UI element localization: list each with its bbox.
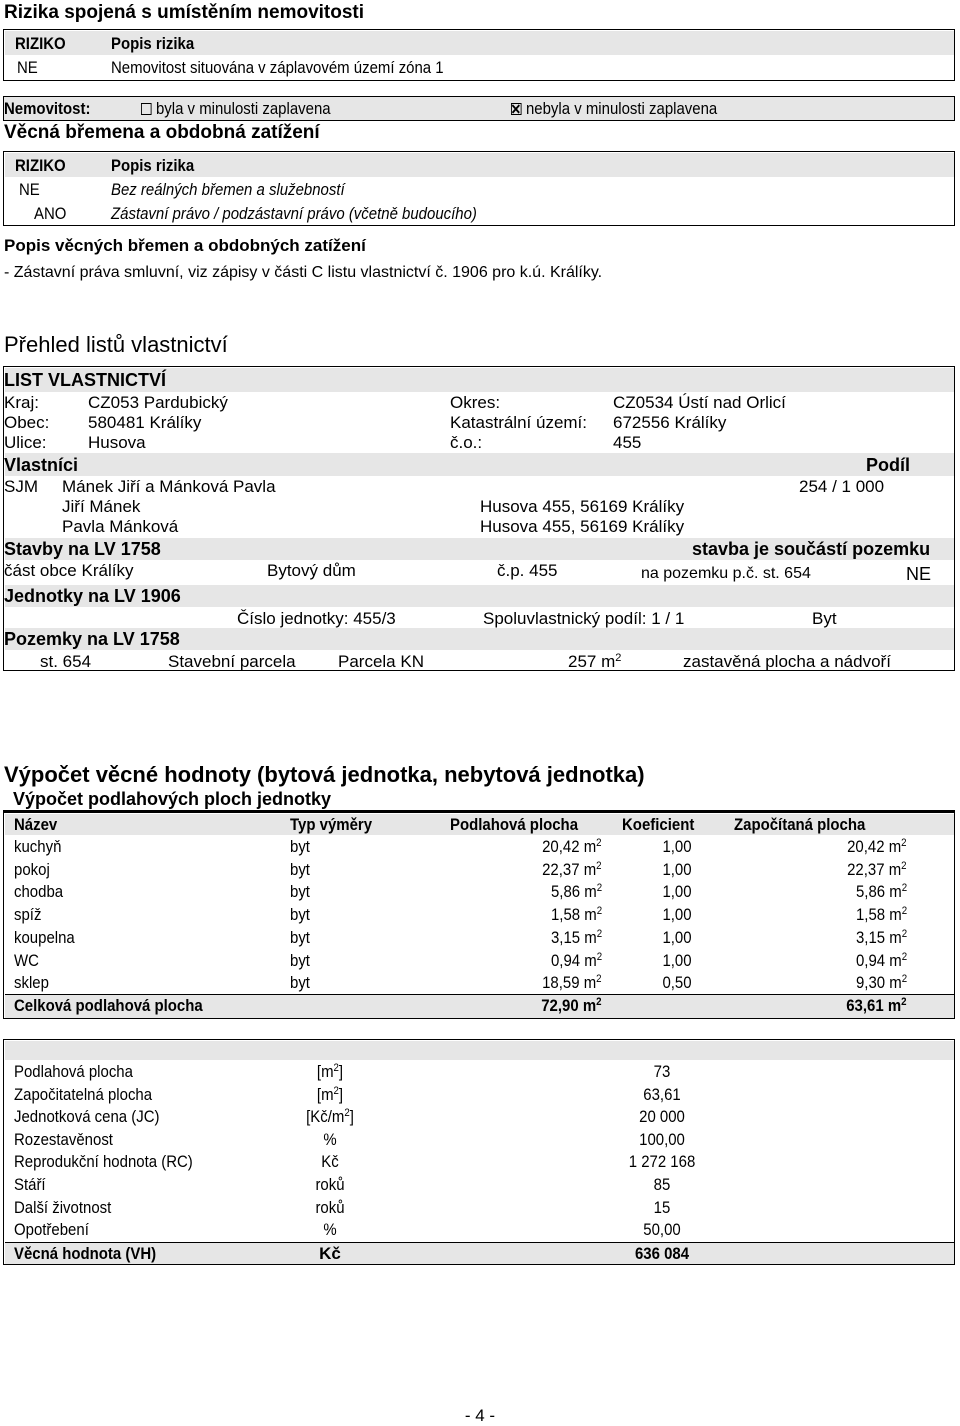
room-name: WC	[14, 950, 39, 970]
share-label: Podíl	[866, 455, 910, 475]
stavby-note: stavba je součástí pozemku	[692, 539, 931, 559]
owner-address-1: Husova 455, 56169 Králíky	[480, 497, 685, 516]
summary-final-rule	[5, 1242, 954, 1243]
owner-person-1: Jiří Mánek	[62, 497, 141, 516]
room-type: byt	[290, 973, 310, 993]
unit-number: Číslo jednotky: 455/3	[237, 609, 396, 628]
final-value-unit: Kč	[319, 1244, 341, 1263]
col-coef: Koeficient	[622, 815, 695, 834]
ownership-header: LIST VLASTNICTVÍ	[4, 370, 166, 390]
summary-label: Opotřebení	[14, 1220, 89, 1240]
room-area: 18,59 $m^2$	[542, 973, 602, 993]
stavba-part: část obce Králíky	[4, 561, 134, 580]
room-name: spíž	[14, 905, 42, 925]
summary-unit: %	[323, 1129, 337, 1149]
owner-address-2: Husova 455, 56169 Králíky	[480, 517, 685, 536]
room-counted: 0,94 $m^2$	[855, 950, 907, 970]
room-coef: 1,00	[662, 927, 692, 947]
risk-col-header: RIZIKO	[15, 34, 66, 53]
flood-option-not-flooded[interactable]: nebyla v minulosti zaplavena	[511, 99, 717, 119]
summary-value: 100,00	[639, 1129, 685, 1149]
summary-label: Jednotková cena (JC)	[14, 1107, 160, 1127]
stavby-label: Stavby na LV 1758	[4, 539, 161, 559]
summary-unit: $[m^2]$	[316, 1084, 344, 1104]
summary-value: 1 272 168	[628, 1152, 696, 1172]
sjm-names: Mánek Jiří a Mánková Pavla	[62, 477, 276, 496]
room-coef: 1,00	[662, 837, 692, 856]
room-counted: 20,42 $m^2$	[847, 837, 907, 856]
room-coef: 1,00	[662, 905, 692, 925]
room-area: 5,86 $m^2$	[550, 882, 602, 902]
room-type: byt	[290, 882, 310, 902]
page-number: - 4 -	[464, 1406, 496, 1425]
room-type: byt	[290, 859, 310, 879]
parcel-number: st. 654	[40, 652, 92, 671]
summary-value: 63,61	[643, 1084, 681, 1104]
valuation-title: Výpočet věcné hodnoty (bytová jednotka, nebytová jednotka)	[4, 762, 645, 787]
owners-header-bg	[5, 453, 954, 476]
room-counted: 3,15 $m^2$	[855, 927, 907, 947]
summary-value: 85	[653, 1175, 671, 1194]
room-type: byt	[290, 950, 310, 970]
summary-unit: $[Kč/m^2]$	[306, 1107, 354, 1127]
stavba-flag: NE	[906, 564, 932, 584]
room-coef: 1,00	[662, 950, 692, 970]
easements-desc-col-header: Popis rizika	[111, 156, 195, 175]
summary-value: 20 000	[639, 1107, 685, 1127]
sjm-label: SJM	[4, 477, 38, 496]
room-area: 20,42 $m^2$	[542, 837, 602, 856]
checkbox-checked-icon[interactable]	[511, 103, 522, 115]
owner-person-2: Pavla Mánková	[62, 517, 179, 536]
summary-label: Podlahová plocha	[14, 1062, 133, 1081]
checkbox-unchecked-icon[interactable]	[141, 103, 152, 115]
co-label: č.o.:	[450, 433, 483, 452]
flood-option-flooded[interactable]: byla v minulosti zaplavena	[141, 99, 331, 119]
sjm-share: 254 / 1 000	[799, 477, 885, 496]
risk-value: NE	[17, 58, 38, 77]
easements-desc-text: - Zástavní práva smluvní, viz zápisy v části C listu vlastnictví č. 1906 pro k.ú. Králíky.	[4, 264, 603, 281]
room-type: byt	[290, 837, 310, 856]
risk-description: Nemovitost situována v záplavovém území zóna 1	[111, 58, 444, 77]
room-coef: 1,00	[662, 882, 692, 902]
room-counted: 9,30 $m^2$	[855, 973, 907, 993]
easement-desc-1: Bez reálných břemen a služebností	[111, 180, 345, 199]
room-area: 22,37 $m^2$	[542, 859, 602, 879]
easement-desc-2: Zástavní právo / podzástavní právo (včetně budoucího)	[111, 204, 477, 223]
parcel-register: Parcela KN	[338, 652, 424, 671]
summary-unit: roků	[315, 1175, 345, 1194]
summary-unit: $[m^2]$	[316, 1062, 344, 1081]
desc-col-header: Popis rizika	[111, 34, 195, 53]
summary-label: Stáří	[14, 1175, 46, 1194]
easements-title: Věcná břemena a obdobná zatížení	[4, 122, 320, 143]
total-counted: 63,61 $m^2$	[846, 996, 907, 1015]
summary-value: 50,00	[643, 1220, 681, 1240]
stavba-type: Bytový dům	[267, 561, 356, 580]
room-name: pokoj	[14, 859, 50, 879]
ku-value: 672556 Králíky	[613, 413, 727, 432]
room-name: chodba	[14, 882, 64, 902]
valuation-subtitle: Výpočet podlahových ploch jednotky	[13, 789, 332, 809]
room-name: kuchyň	[14, 837, 62, 856]
unit-type: Byt	[812, 609, 837, 628]
room-coef: 0,50	[662, 973, 692, 993]
room-counted: 5,86 $m^2$	[855, 882, 907, 902]
room-area: 1,58 $m^2$	[550, 905, 602, 925]
summary-header-bg	[5, 1041, 954, 1060]
floor-area-table	[3, 812, 955, 1019]
final-value-label: Věcná hodnota (VH)	[14, 1244, 157, 1263]
room-type: byt	[290, 905, 310, 925]
room-area: 3,15 $m^2$	[550, 927, 602, 947]
parcel-kind: Stavební parcela	[168, 652, 296, 671]
total-label: Celková podlahová plocha	[14, 996, 203, 1015]
ownership-title: Přehled listů vlastnictví	[4, 332, 228, 357]
col-name: Název	[14, 815, 58, 834]
floor-area-total-rule	[5, 994, 954, 995]
room-counted: 22,37 $m^2$	[847, 859, 907, 879]
okres-label: Okres:	[450, 393, 501, 412]
obec-label: Obec:	[4, 413, 50, 432]
summary-unit: roků	[315, 1197, 345, 1217]
ku-label: Katastrální území:	[450, 413, 588, 432]
room-coef: 1,00	[662, 859, 692, 879]
obec-value: 580481 Králíky	[88, 413, 202, 432]
risk-location-title: Rizika spojená s umístěním nemovitosti	[4, 2, 365, 23]
summary-label: Rozestavěnost	[14, 1129, 113, 1149]
room-counted: 1,58 $m^2$	[855, 905, 907, 925]
pozemky-label: Pozemky na LV 1758	[4, 629, 180, 649]
room-type: byt	[290, 927, 310, 947]
co-value: 455	[613, 433, 642, 452]
ulice-value: Husova	[88, 433, 146, 452]
unit-share: Spoluvlastnický podíl: 1 / 1	[483, 609, 685, 628]
summary-unit: Kč	[321, 1152, 339, 1172]
room-name: sklep	[14, 973, 49, 993]
summary-value: 15	[653, 1197, 671, 1217]
summary-label: Další životnost	[14, 1197, 112, 1217]
ulice-label: Ulice:	[4, 433, 47, 452]
kraj-label: Kraj:	[4, 393, 39, 412]
stavba-parcel: na pozemku p.č. st. 654	[641, 565, 811, 582]
easement-risk-1: NE	[19, 180, 40, 199]
parcel-use: zastavěná plocha a nádvoří	[683, 652, 891, 671]
stavba-cp: č.p. 455	[497, 561, 558, 580]
col-area: Podlahová plocha	[450, 815, 579, 834]
flood-label: Nemovitost:	[4, 99, 91, 118]
col-type: Typ výměry	[290, 815, 373, 834]
jednotky-label: Jednotky na LV 1906	[4, 586, 181, 606]
summary-label: Reprodukční hodnota (RC)	[14, 1152, 193, 1172]
final-value: 636 084	[634, 1244, 690, 1263]
easements-risk-col-header: RIZIKO	[15, 156, 66, 175]
total-area: 72,90 $m^2$	[541, 996, 602, 1015]
okres-value: CZ0534 Ústí nad Orlicí	[613, 393, 786, 412]
summary-label: Započitatelná plocha	[14, 1084, 153, 1104]
summary-value: 73	[653, 1062, 671, 1081]
col-counted: Započítaná plocha	[734, 815, 866, 834]
room-area: 0,94 $m^2$	[550, 950, 602, 970]
easements-desc-title: Popis věcných břemen a obdobných zatížení	[4, 236, 366, 255]
summary-unit: %	[323, 1220, 337, 1240]
room-name: koupelna	[14, 927, 75, 947]
kraj-value: CZ053 Pardubický	[88, 393, 228, 412]
parcel-area: 257 $m^2$	[568, 652, 622, 671]
easement-risk-2: ANO	[34, 204, 67, 223]
owners-label: Vlastníci	[4, 455, 79, 475]
